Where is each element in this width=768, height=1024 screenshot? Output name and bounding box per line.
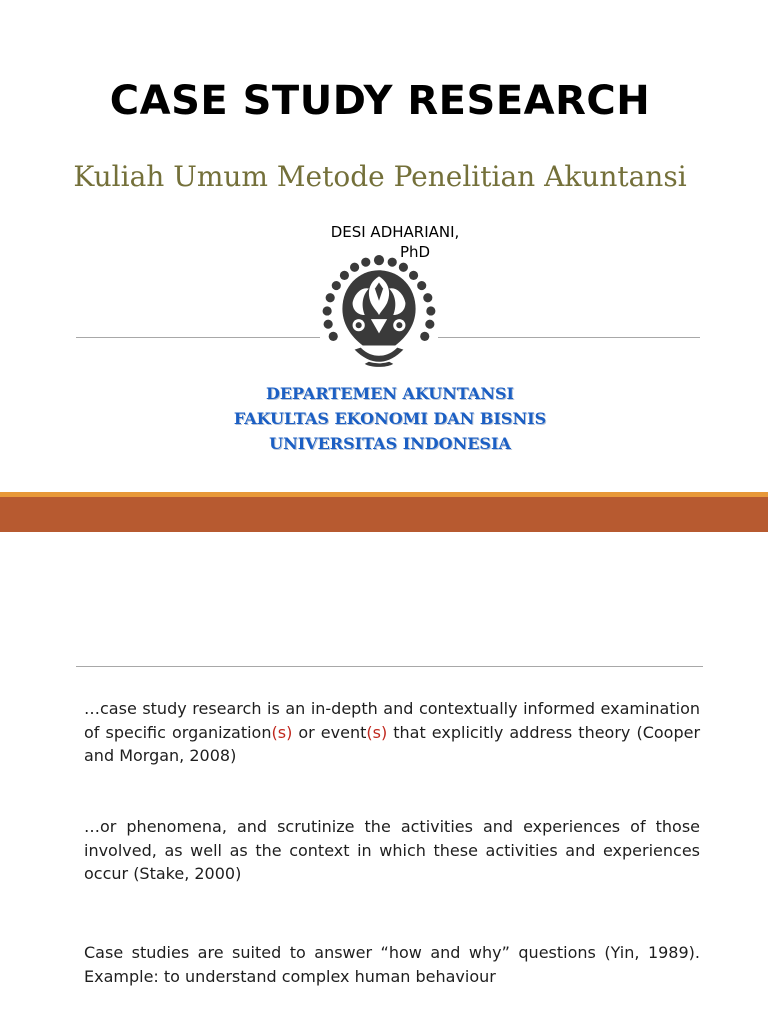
university-indonesia-makara-logo-icon	[318, 252, 440, 374]
author-degree: PhD	[400, 243, 431, 261]
subtitle: Kuliah Umum Metode Penelitian Akuntansi	[73, 160, 687, 193]
author-name: DESI ADHARIANI,	[330, 223, 460, 241]
paragraph-phenomena: …or phenomena, and scrutinize the activities and experiences of those involved, as well as the context in which these activities and experiences occur (Stake, 2000)	[84, 817, 700, 883]
paragraph-how-why: Case studies are suited to answer “how and why” questions (Yin, 1989). Example: to understand complex human behaviour	[84, 943, 700, 986]
paragraph-text: or event	[292, 722, 367, 742]
slide-separator-band	[0, 497, 768, 532]
divider-top	[76, 666, 703, 667]
divider-right	[438, 337, 700, 338]
department-block	[160, 381, 620, 456]
paragraph-text: that explicitly address theory (Cooper and Morgan, 2008)	[84, 722, 701, 765]
university-line: UNIVERSITAS INDONESIA	[269, 434, 511, 453]
department-line: DEPARTEMEN AKUNTANSI	[265, 384, 514, 403]
slide-definition	[0, 532, 768, 1024]
slide-title	[0, 0, 768, 492]
paragraph-text: …case study research is an in-depth and contextually informed examination of specific organization	[84, 699, 700, 742]
divider-left	[76, 337, 320, 338]
highlight-text: (s)	[366, 722, 388, 742]
paragraph-definition	[84, 697, 700, 768]
highlight-text: (s)	[271, 722, 293, 742]
faculty-line: FAKULTAS EKONOMI DAN BISNIS	[233, 409, 547, 428]
page-title: CASE STUDY RESEARCH	[109, 78, 651, 124]
